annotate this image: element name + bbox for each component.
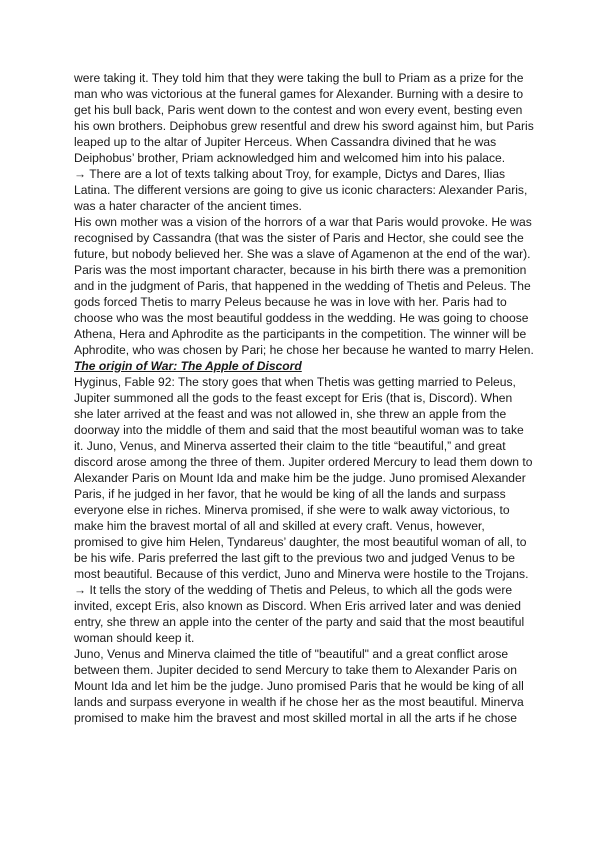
paragraph-paris-birth: His own mother was a vision of the horrors of a war that Paris would provoke. He was recognised by Cassandra (that was the sister of Paris and Hector, she could see the future, but nobody believed her. She was a slave of Agamenon at the end of the war). Paris was the most important character, because in his birth there was a premonition and in the judgment of Paris, that happened in the wedding of Thetis and Peleus. The gods forced Thetis to marry Peleus because he was in love with her. Paris had to choose who was the most beautiful goddess in the wedding. He was going to choose Athena, Hera and Aphrodite as the participants in the competition. The winner will be Aphrodite, who was chosen by Pari; he chose her because he wanted to marry Helen. [74, 215, 534, 357]
paragraph-troy-texts: → There are a lot of texts talking about Troy, for example, Dictys and Dares, Ilias Latina. The different versions are going to give us iconic characters: Alexander Paris, was a hater character of the ancient times. [74, 167, 528, 213]
paragraph-hyginus-fable: Hyginus, Fable 92: The story goes that when Thetis was getting married to Peleus, Jupiter summoned all the gods to the feast except for Eris (that is, Discord). When she later arrived at the feast and was not allowed in, she threw an apple from the doorway into the middle of them and said that the most beautiful woman was to take it. Juno, Venus, and Minerva asserted their claim to the title “beautiful,” and great discord arose among the three of them. Jupiter ordered Mercury to lead them down to Alexander Paris on Mount Ida and make him be the judge. Juno promised Alexander Paris, if he judged in her favor, that he would be king of all the lands and surpass everyone else in riches. Minerva promised, if she were to walk away victorious, to make him the bravest mortal of all and skilled at every craft. Venus, however, promised to give him Helen, Tyndareus’ daughter, the most beautiful woman of all, to be his wife. Paris preferred the last gift to the previous two and judged Venus to be most beautiful. Because of this verdict, Juno and Minerva were hostile to the Trojans. [74, 375, 533, 581]
paragraph-wedding-story: → It tells the story of the wedding of Thetis and Peleus, to which all the gods were invited, except Eris, also known as Discord. When Eris arrived later and was denied entry, she threw an apple into the center of the party and said that the most beautiful woman should keep it. [74, 583, 525, 645]
document-page [74, 70, 534, 726]
paragraph-bull-contest: were taking it. They told him that they were taking the bull to Priam as a prize for the man who was victorious at the funeral games for Alexander. Burning with a desire to get his bull back, Paris went down to the contest and won every event, besting even his own brothers. Deiphobus grew resentful and drew his sword against him, but Paris leaped up to the altar of Jupiter Herceus. When Cassandra divined that he was Deiphobus’ brother, Priam acknowledged him and welcomed him into his palace. [74, 71, 534, 165]
paragraph-goddess-conflict: Juno, Venus and Minerva claimed the title of "beautiful" and a great conflict arose between them. Jupiter decided to send Mercury to take them to Alexander Paris on Mount Ida and let him be the judge. Juno promised Paris that he would be king of all lands and surpass everyone in wealth if he chose her as the most beautiful. Minerva promised to make him the bravest and most skilled mortal in all the arts if he chose [74, 647, 524, 725]
section-heading: The origin of War: The Apple of Discord [74, 359, 302, 373]
